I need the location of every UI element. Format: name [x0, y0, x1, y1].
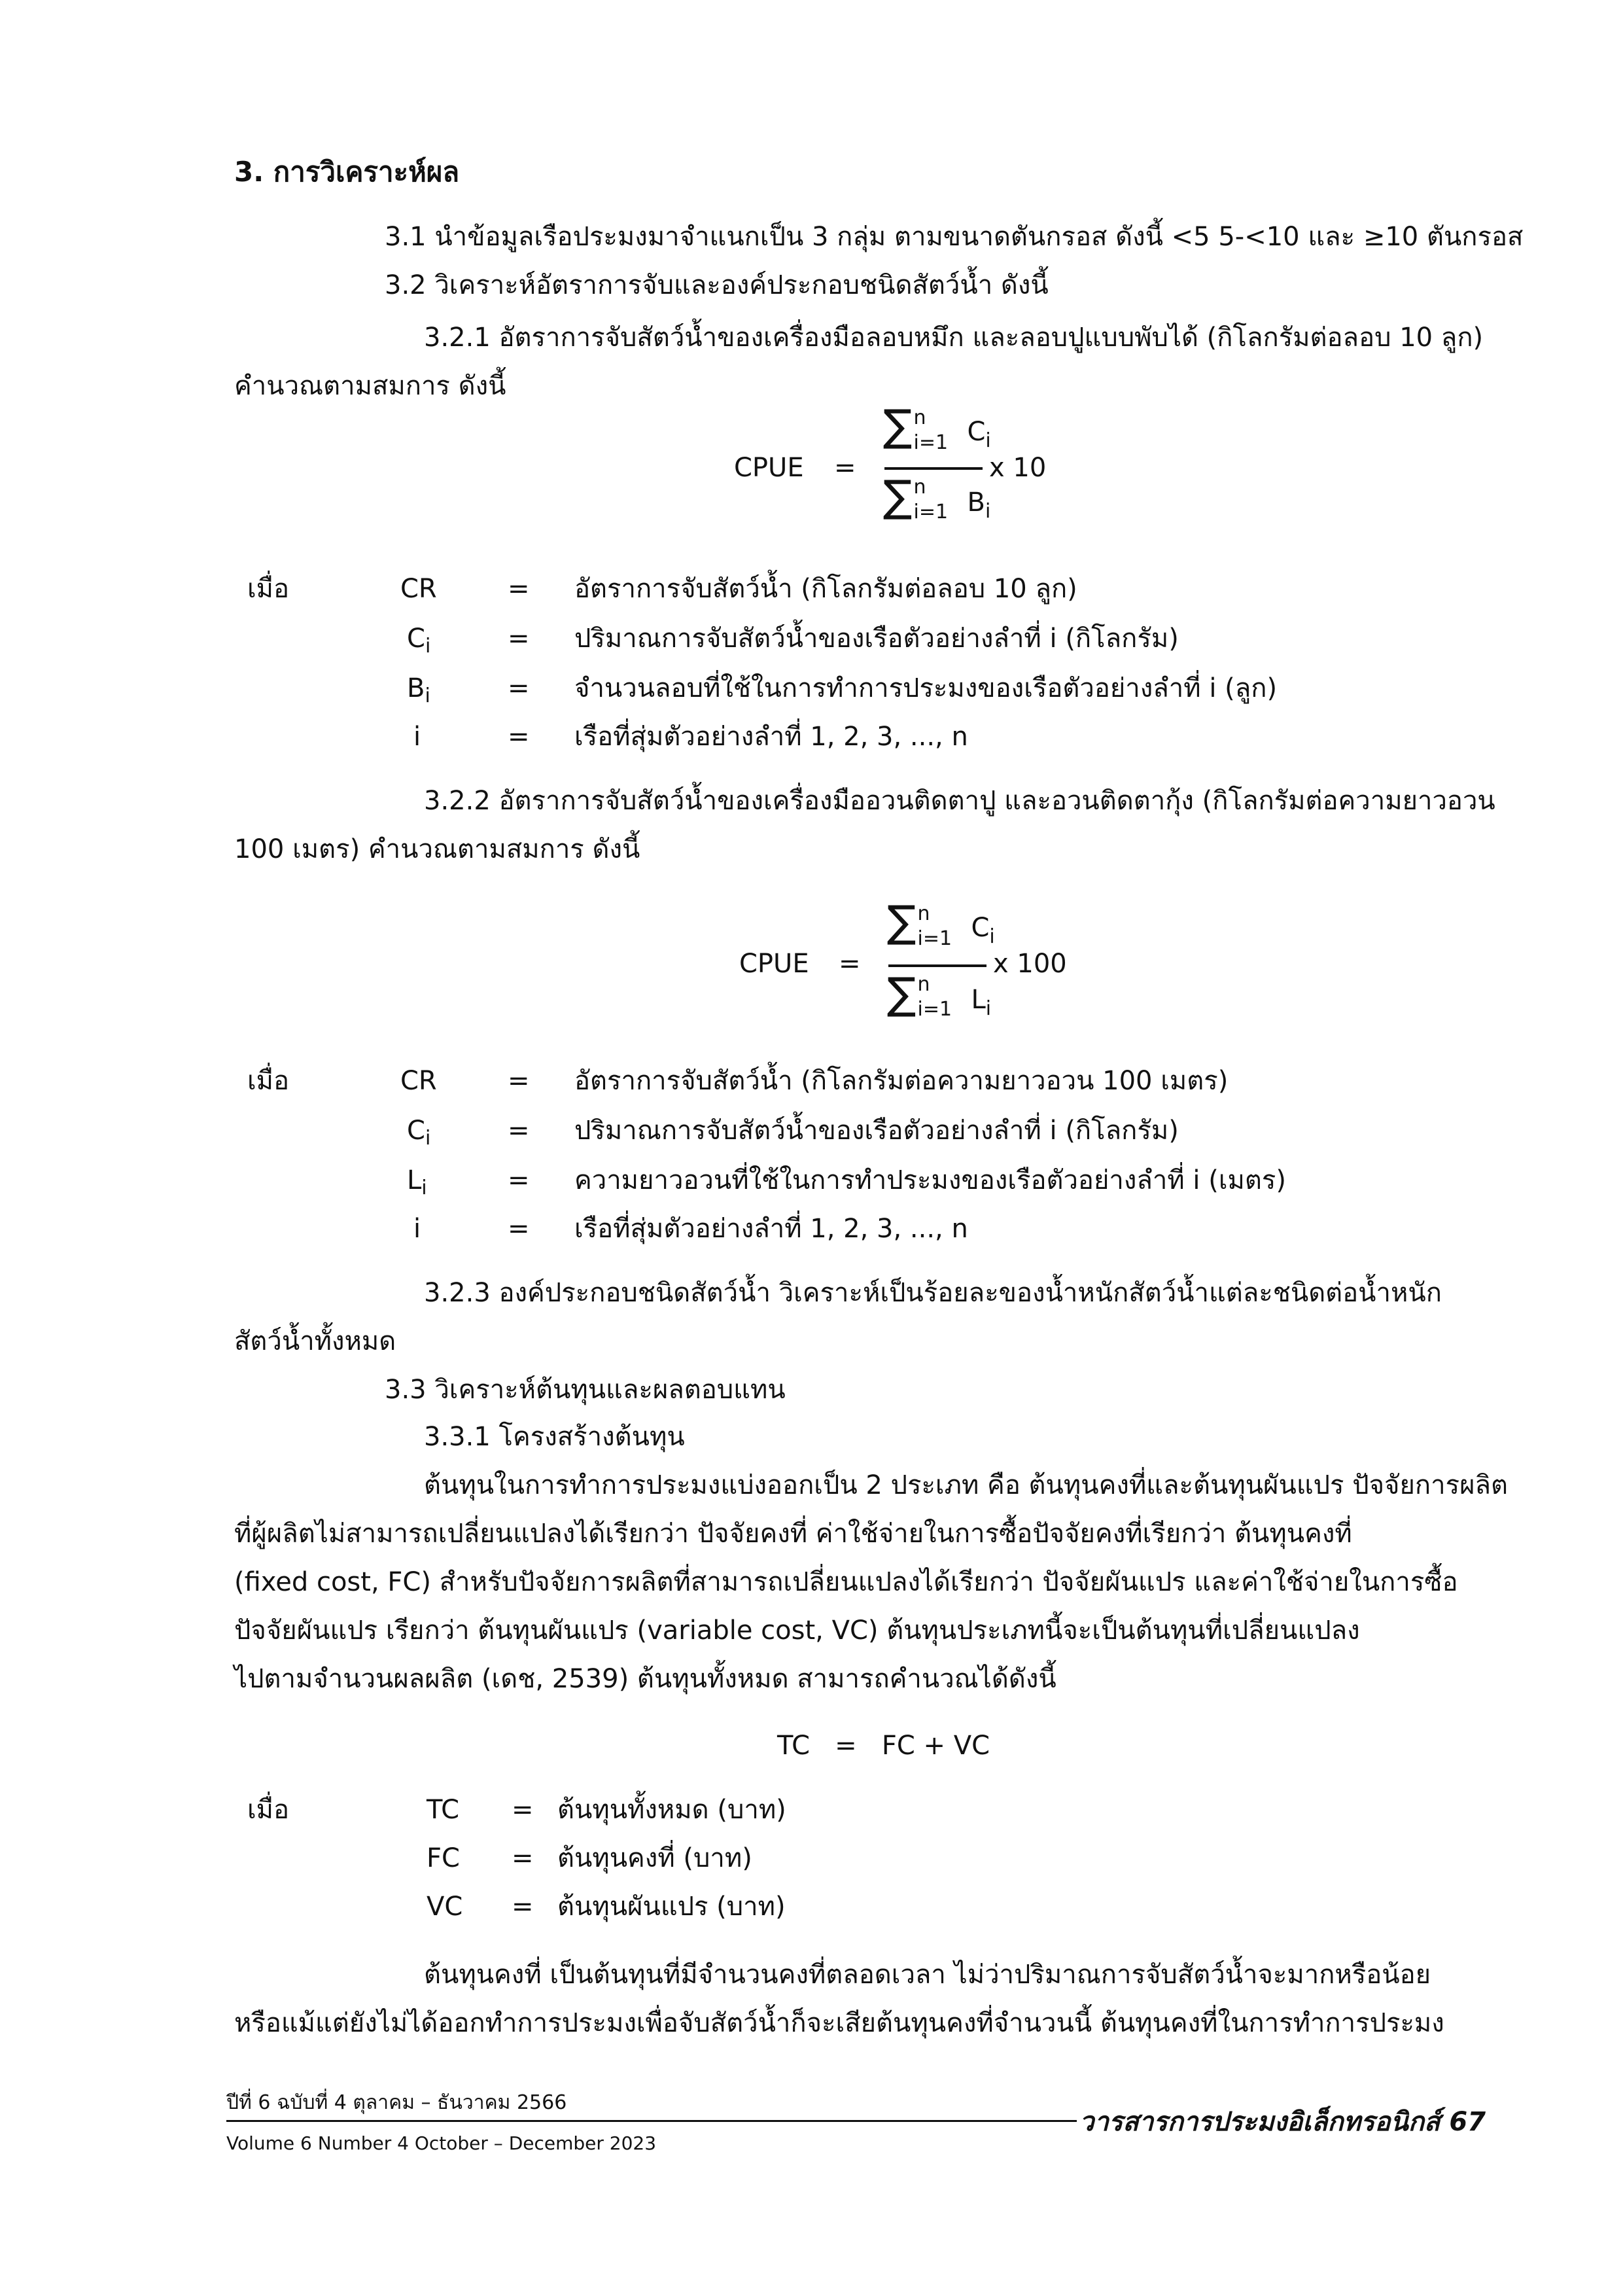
- def-equals: =: [508, 1214, 530, 1244]
- def-symbol: CR: [400, 1066, 437, 1096]
- def-equals: =: [512, 1795, 534, 1825]
- formula-lhs: CPUE: [734, 453, 804, 483]
- formula-denominator: ∑ n i=1 Li: [887, 968, 992, 1021]
- paragraph-3-2-1-line2: คำนวณตามสมการ ดังนี้: [234, 371, 506, 401]
- paragraph-3-2: 3.2 วิเคราะห์อัตราการจับและองค์ประกอบชนิดสัตว์น้ำ ดังนี้: [385, 270, 1049, 300]
- footer-journal-title: วารสารการประมงอิเล็กทรอนิกส์ 67: [1079, 2107, 1486, 2137]
- when-label: เมื่อ: [247, 1066, 290, 1096]
- when-label: เมื่อ: [247, 1795, 290, 1825]
- def-symbol: $L_i$: [407, 1165, 427, 1199]
- footer-issue-thai: ปีที่ 6 ฉบับที่ 4 ตุลาคม – ธันวาคม 2566: [226, 2091, 567, 2114]
- def-equals: =: [508, 1165, 530, 1195]
- formula-equals: =: [834, 453, 856, 483]
- sigma-symbol: ∑: [887, 896, 916, 947]
- def-symbol: CR: [400, 574, 437, 604]
- def-description: ปริมาณการจับสัตว์น้ำของเรือตัวอย่างลำที่ i (กิโลกรัม): [574, 1116, 1179, 1146]
- def-equals: =: [508, 624, 530, 654]
- formula-multiplier: x 100: [993, 949, 1067, 979]
- when-label: เมื่อ: [247, 574, 290, 604]
- paragraph-3-3-1: 3.3.1 โครงสร้างต้นทุน: [424, 1422, 685, 1452]
- def-equals: =: [508, 574, 530, 604]
- formula-total-cost: TC = FC + VC: [777, 1731, 990, 1761]
- formula-equals: =: [839, 949, 861, 979]
- def-description: ปริมาณการจับสัตว์น้ำของเรือตัวอย่างลำที่ i (กิโลกรัม): [574, 624, 1179, 654]
- sigma-symbol: ∑: [883, 471, 913, 521]
- paragraph-3-1: 3.1 นำข้อมูลเรือประมงมาจำแนกเป็น 3 กลุ่ม ตามขนาดตันกรอส ดังนี้ <5 5-<10 และ ≥10 ตันกรอส: [385, 222, 1524, 252]
- def-equals: =: [512, 1892, 534, 1922]
- footer-issue-english: Volume 6 Number 4 October – December 2023: [226, 2132, 657, 2154]
- def-symbol: i: [413, 1214, 421, 1244]
- text-line: ต้นทุนคงที่ เป็นต้นทุนที่มีจำนวนคงที่ตลอดเวลา ไม่ว่าปริมาณการจับสัตว์น้ำจะมากหรือน้อย: [424, 1960, 1431, 1990]
- def-description: เรือที่สุ่มตัวอย่างลำที่ 1, 2, 3, ..., n: [574, 722, 968, 752]
- sigma-symbol: ∑: [883, 400, 913, 451]
- text-line: ต้นทุนในการทำการประมงแบ่งออกเป็น 2 ประเภท คือ ต้นทุนคงที่และต้นทุนผันแปร ปัจจัยการผลิต: [424, 1470, 1508, 1500]
- formula-denominator: ∑ n i=1 Bi: [883, 471, 991, 523]
- def-description: อัตราการจับสัตว์น้ำ (กิโลกรัมต่อลอบ 10 ลูก): [574, 574, 1077, 604]
- def-symbol: FC: [427, 1843, 460, 1873]
- paragraph-3-3: 3.3 วิเคราะห์ต้นทุนและผลตอบแทน: [385, 1375, 786, 1405]
- text-line: (fixed cost, FC) สำหรับปัจจัยการผลิตที่สามารถเปลี่ยนแปลงได้เรียกว่า ปัจจัยผันแปร และค่าใช้จ่ายในการซื้อ: [234, 1567, 1458, 1597]
- footer-rule: [226, 2120, 1077, 2122]
- fraction-bar: [884, 467, 983, 470]
- def-equals: =: [508, 1066, 530, 1096]
- paragraph-3-2-1-line1: 3.2.1 อัตราการจับสัตว์น้ำของเครื่องมือลอบหมึก และลอบปูแบบพับได้ (กิโลกรัมต่อลอบ 10 ลูก): [424, 323, 1484, 353]
- def-symbol: $B_i$: [407, 673, 430, 707]
- def-symbol: VC: [427, 1892, 463, 1922]
- formula-lhs: CPUE: [739, 949, 809, 979]
- section-heading: 3. การวิเคราะห์ผล: [234, 156, 460, 188]
- def-equals: =: [508, 673, 530, 703]
- text-line: ไปตามจำนวนผลผลิต (เดช, 2539) ต้นทุนทั้งหมด สามารถคำนวณได้ดังนี้: [234, 1664, 1056, 1694]
- formula-multiplier: x 10: [989, 453, 1047, 483]
- def-equals: =: [508, 1116, 530, 1146]
- def-description: จำนวนลอบที่ใช้ในการทำการประมงของเรือตัวอย่างลำที่ i (ลูก): [574, 673, 1278, 703]
- def-symbol: $C_i$: [407, 624, 431, 658]
- text-line: ที่ผู้ผลิตไม่สามารถเปลี่ยนแปลงได้เรียกว่า ปัจจัยคงที่ ค่าใช้จ่ายในการซื้อปัจจัยคงที่เรียกว่า ต้นทุนคงที่: [234, 1519, 1352, 1549]
- text-line: ปัจจัยผันแปร เรียกว่า ต้นทุนผันแปร (variable cost, VC) ต้นทุนประเภทนี้จะเป็นต้นทุนที่เปลี่ยนแปลง: [234, 1616, 1360, 1646]
- def-description: ความยาวอวนที่ใช้ในการทำประมงของเรือตัวอย่างลำที่ i (เมตร): [574, 1165, 1286, 1195]
- formula-numerator: ∑ n i=1 Ci: [883, 400, 991, 454]
- def-description: ต้นทุนผันแปร (บาท): [557, 1892, 786, 1922]
- def-description: เรือที่สุ่มตัวอย่างลำที่ 1, 2, 3, ..., n: [574, 1214, 968, 1244]
- paragraph-3-2-2-line1: 3.2.2 อัตราการจับสัตว์น้ำของเครื่องมืออวนติดตาปู และอวนติดตากุ้ง (กิโลกรัมต่อความยาวอวน: [424, 786, 1495, 816]
- def-equals: =: [512, 1843, 534, 1873]
- text-line: หรือแม้แต่ยังไม่ได้ออกทำการประมงเพื่อจับสัตว์น้ำก็จะเสียต้นทุนคงที่จำนวนนี้ ต้นทุนคงที่ในการทำการประมง: [234, 2008, 1444, 2038]
- def-description: อัตราการจับสัตว์น้ำ (กิโลกรัมต่อความยาวอวน 100 เมตร): [574, 1066, 1229, 1096]
- def-symbol: TC: [427, 1795, 460, 1825]
- paragraph-3-2-3-line2: สัตว์น้ำทั้งหมด: [234, 1326, 396, 1356]
- paragraph-3-2-3-line1: 3.2.3 องค์ประกอบชนิดสัตว์น้ำ วิเคราะห์เป็นร้อยละของน้ำหนักสัตว์น้ำแต่ละชนิดต่อน้ำหนัก: [424, 1278, 1442, 1308]
- def-symbol: i: [413, 722, 421, 752]
- fraction-bar: [888, 964, 986, 967]
- def-equals: =: [508, 722, 530, 752]
- paragraph-3-2-2-line2: 100 เมตร) คำนวณตามสมการ ดังนี้: [234, 834, 640, 864]
- def-description: ต้นทุนคงที่ (บาท): [557, 1843, 752, 1873]
- def-description: ต้นทุนทั้งหมด (บาท): [557, 1795, 786, 1825]
- formula-numerator: ∑ n i=1 Ci: [887, 896, 995, 950]
- def-symbol: $C_i$: [407, 1116, 431, 1150]
- sigma-symbol: ∑: [887, 968, 916, 1019]
